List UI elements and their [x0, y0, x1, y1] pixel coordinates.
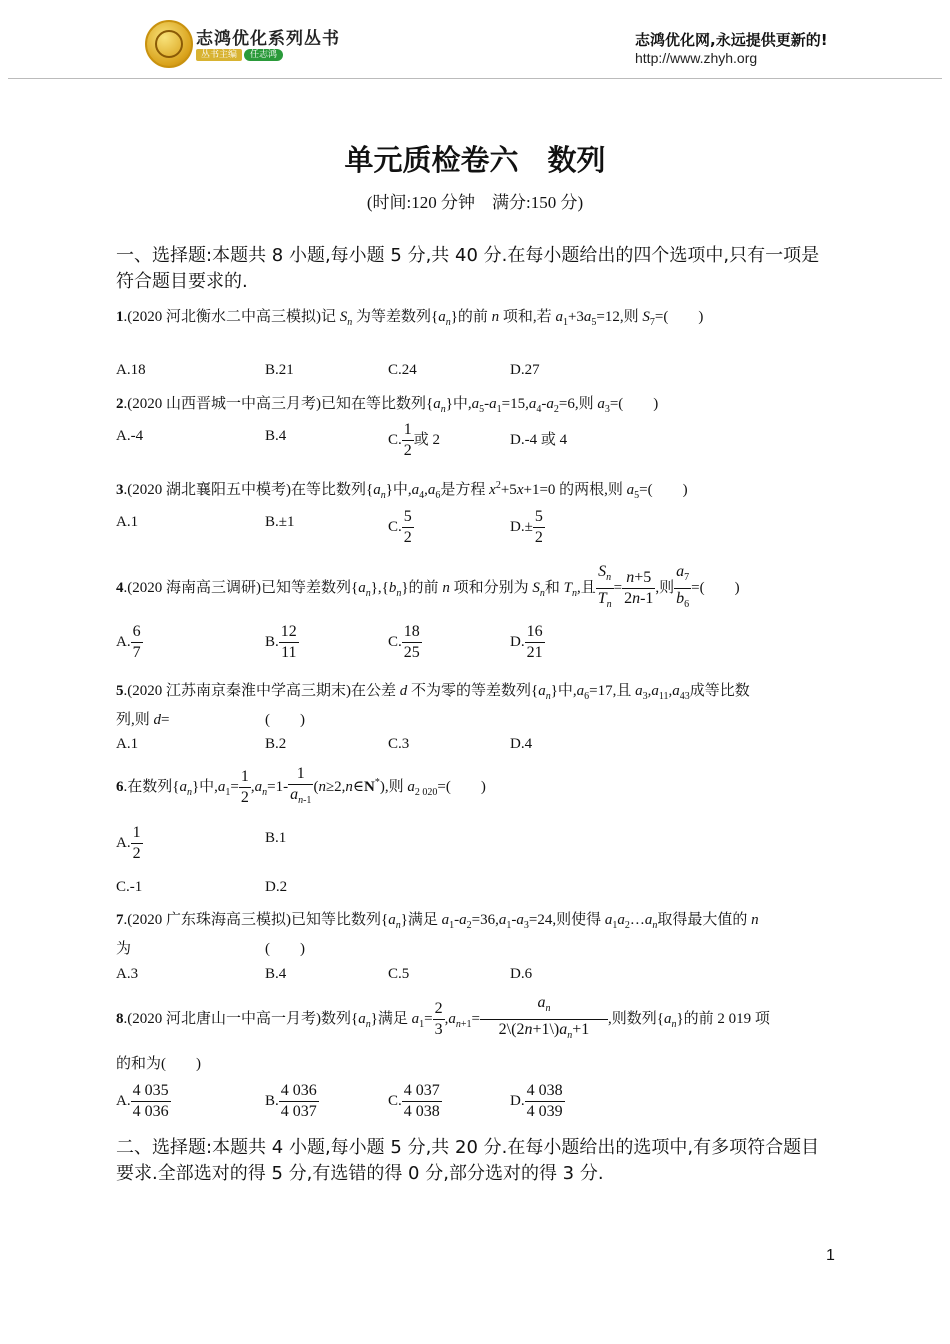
q8-option-c: C. $\frac{4 037}{4 038}$ — [388, 1082, 440, 1120]
q3-option-b: B.±1 — [265, 514, 295, 530]
q8-option-a: A. $\frac{4 035}{4 036}$ — [116, 1082, 169, 1120]
q7-option-a: A.3 — [116, 966, 139, 982]
brand-logo — [145, 20, 193, 68]
q4-option-d: D. $\frac{16}{21}$ — [510, 623, 543, 661]
q8-option-b: B. $\frac{4 036}{4 037}$ — [265, 1082, 317, 1120]
section-1-heading: 一、选择题:本题共 8 小题,每小题 5 分,共 40 分.在每小题给出的四个选项中,只有一项是符合题目要求的. — [116, 245, 820, 292]
question-8: 8.(2020 河北唐山一中高一月考)数列$\{a_n\}$满足 $a_1=$ $\frac{2}{3}$ $,a_{n+1}=$ $\frac{a_n}{2\backslash(2n+1\backslash)a_n+1}$ ,则数列$\{a_n\}$的前 2 019 项 — [116, 994, 770, 1042]
question-5-line2: 列,则 d= — [116, 712, 170, 728]
question-5: 5.(2020 江苏南京秦淮中学高三期末)在公差 d 不为零的等差数列$\{a_n\}$中$,a_6=17$,且 $a_3,a_{11},a_{43}$成等比数 — [116, 683, 750, 702]
q6-option-a: A. $\frac{1}{2}$ — [116, 824, 141, 862]
q1-option-d: D.27 — [510, 362, 540, 378]
question-2: 2.(2020 山西晋城一中高三月考)已知在等比数列$\{a_n\}$中$,a_5-a_1=15,a_4-a_2=6$,则 $a_3=$( ) — [116, 396, 659, 415]
q4-option-c: C. $\frac{18}{25}$ — [388, 623, 420, 661]
q1-option-c: C.24 — [388, 362, 417, 378]
q5-option-d: D.4 — [510, 736, 533, 752]
q5-option-c: C.3 — [388, 736, 410, 752]
q4-option-b: B. $\frac{12}{11}$ — [265, 623, 297, 661]
question-3: 3.(2020 湖北襄阳五中模考)在等比数列$\{a_n\}$中$,a_4,a_6$是方程 $x^2+5x+1=0$ 的两根,则 $a_5=$( ) — [116, 480, 688, 501]
q6-option-c: C.-1 — [116, 879, 143, 895]
q5-option-b: B.2 — [265, 736, 287, 752]
site-url[interactable]: http://www.zhyh.org — [635, 50, 758, 66]
header-divider — [8, 78, 942, 79]
q4-option-a: A. $\frac{6}{7}$ — [116, 623, 141, 661]
question-4: 4.(2020 海南高三调研)已知等差数列$\{a_n\},\{b_n\}$的前 n 项和分别为 $S_n$和 $T_n$,且 $\frac{S_n}{T_n}$ = $\frac{n+5}{2n-1}$ ,则 $\frac{a_7}{b_6}$ =( ) — [116, 563, 740, 611]
slogan: 志鸿优化网,永远提供更新的! — [635, 31, 828, 49]
q8-option-d: D. $\frac{4 038}{4 039}$ — [510, 1082, 563, 1120]
question-5-paren: ( ) — [265, 712, 305, 728]
q7-option-c: C.5 — [388, 966, 410, 982]
brand-tag-name: 任志鸿 — [244, 49, 283, 61]
q1-option-a: A.18 — [116, 362, 146, 378]
q7-option-d: D.6 — [510, 966, 533, 982]
question-7: 7.(2020 广东珠海高三模拟)已知等比数列$\{a_n\}$满足 $a_1-a_2=36,a_1-a_3=24$,则使得 $a_1a_2\dots a_n$取得最大值的 n — [116, 912, 759, 931]
page-title: 单元质检卷六 数列 — [344, 143, 606, 177]
q6-option-d: D.2 — [265, 879, 288, 895]
q3-option-a: A.1 — [116, 514, 139, 530]
brand-tag-editor: 丛书主编 — [196, 49, 242, 61]
section-2-heading: 二、选择题:本题共 4 小题,每小题 5 分,共 20 分.在每小题给出的选项中,有多项符合题目要求.全部选对的得 5 分,有选错的得 0 分,部分选对的得 3 分. — [116, 1137, 820, 1184]
question-1: 1.(2020 河北衡水二中高三模拟)记 $S_n$ 为等差数列$\{a_n\}$的前 n 项和,若 $a_1+3a_5=12$,则 $S_7=$( ) — [116, 309, 704, 328]
q6-option-b: B.1 — [265, 830, 287, 846]
q2-option-b: B.4 — [265, 428, 287, 444]
q2-option-a: A.-4 — [116, 428, 144, 444]
q3-option-c: C. $\frac{5}{2}$ — [388, 508, 412, 546]
q2-option-c: C. $\frac{1}{2}$ 或 2 — [388, 421, 441, 459]
question-6: 6.在数列$\{a_n\}$中$,a_1=$ $\frac{1}{2}$ $,a_n=1-$ $\frac{1}{a_{n-1}}$ (n≥2,n∈N*),则 $a_{2 020}=$( ) — [116, 765, 486, 807]
page-subtitle: (时间:120 分钟 满分:150 分) — [366, 193, 584, 212]
q5-option-a: A.1 — [116, 736, 139, 752]
q3-option-d: D.± $\frac{5}{2}$ — [510, 508, 543, 546]
brand-subtitle — [196, 47, 283, 60]
question-7-line2: 为 — [116, 941, 132, 957]
q1-option-b: B.21 — [265, 362, 294, 378]
question-7-paren: ( ) — [265, 941, 305, 957]
page-number: 1 — [826, 1247, 835, 1264]
question-8-line2: 的和为( ) — [116, 1056, 201, 1072]
q2-option-d: D.-4 或 4 — [510, 432, 568, 448]
q7-option-b: B.4 — [265, 966, 287, 982]
brand-title: 志鸿优化系列丛书 — [196, 29, 340, 49]
